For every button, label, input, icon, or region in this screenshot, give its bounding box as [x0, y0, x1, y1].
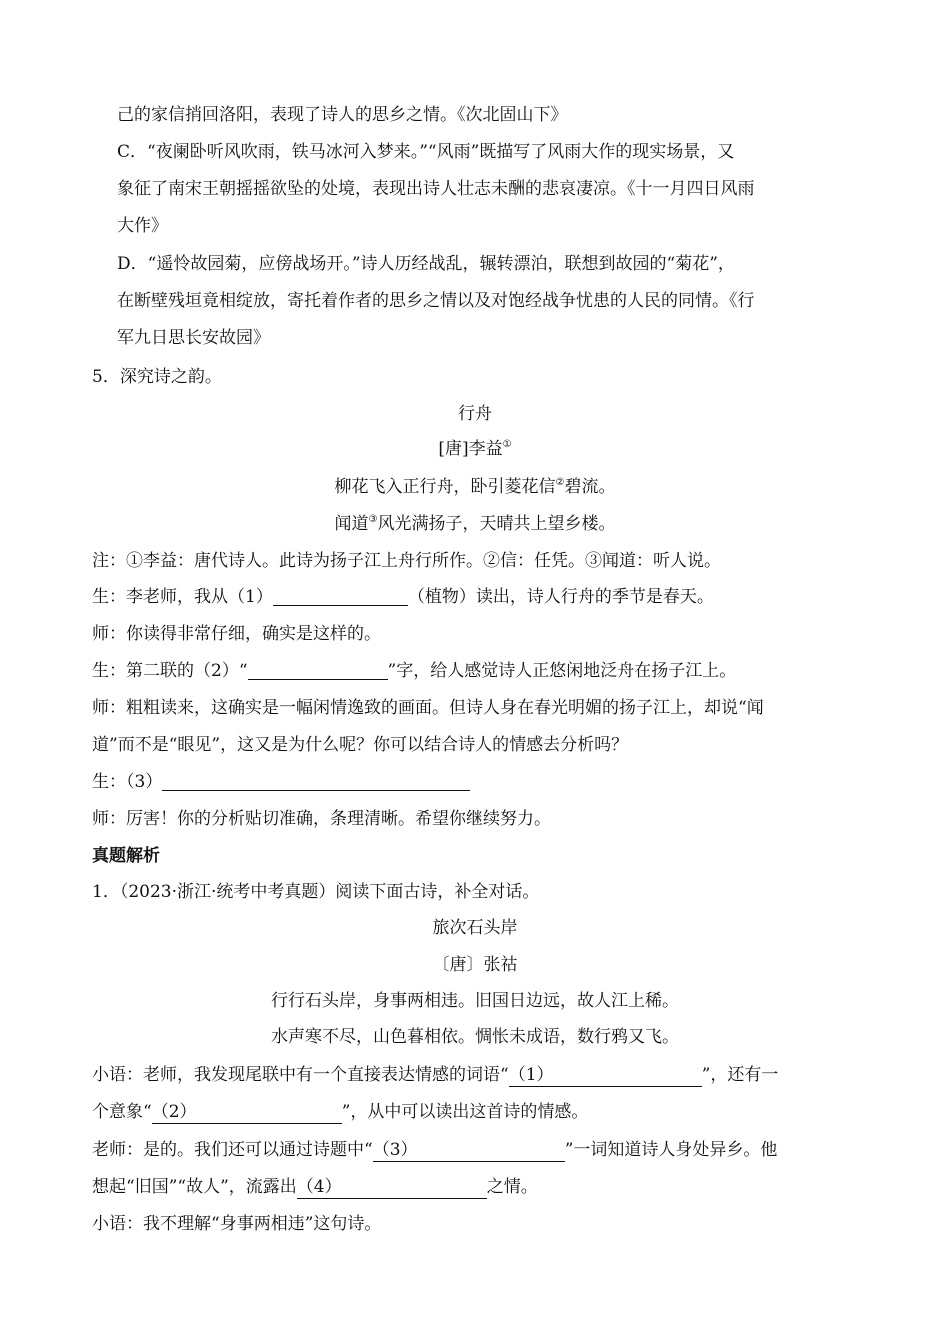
answer-blank-q1-2[interactable]: （2）	[152, 1101, 342, 1124]
answer-blank-2[interactable]	[248, 661, 388, 680]
dialog-xiaoyu-2: 小语：我不理解“身事两相违”这句诗。	[92, 1214, 382, 1234]
dialog-teacher-q1: 老师：是的。我们还可以通过诗题中“（3） ”一词知道诗人身处异乡。他	[92, 1140, 778, 1160]
poem-line-2: 闻道③风光满扬子，天晴共上望乡楼。	[334, 514, 616, 534]
poem-title-xingzhou: 行舟	[458, 404, 492, 424]
poem-author-zhanghu: 〔唐〕张祜	[432, 955, 518, 975]
dialog-teacher-3: 师：厉害！你的分析贴切准确，条理清晰。希望你继续努力。	[92, 809, 551, 829]
dialog-teacher-2-line-1: 师：粗粗读来，这确实是一幅闲情逸致的画面。但诗人身在春光明媚的扬子江上，却说“闻	[92, 698, 764, 718]
poem2-line-2: 水声寒不尽，山色暮相依。惆怅未成语，数行鸦又飞。	[271, 1027, 679, 1047]
question-5-heading: 5．深究诗之韵。	[92, 367, 222, 387]
dialog-teacher-q1-cont: 想起“旧国”“故人”，流露出（4） 之情。	[92, 1177, 538, 1197]
answer-blank-q1-1[interactable]: （1）	[509, 1064, 702, 1087]
poem2-line-1: 行行石头岸，身事两相违。旧国日边远，故人江上稀。	[271, 991, 679, 1011]
dialog-student-3: 生：（3）	[92, 771, 470, 793]
poem-author-liyi: [唐]李益①	[438, 439, 512, 459]
dialog-teacher-2-line-2: 道”而不是“眼见”，这又是为什么呢？你可以结合诗人的情感去分析吗？	[92, 735, 629, 755]
dialog-xiaoyu-1: 小语：老师，我发现尾联中有一个直接表达情感的词语“（1） ”，还有一	[92, 1065, 779, 1085]
option-c-line-3: 大作》	[117, 216, 168, 236]
answer-blank-q1-3[interactable]: （3）	[373, 1139, 565, 1162]
option-d-line-3: 军九日思长安故园》	[117, 328, 270, 348]
option-d-line-2: 在断壁残垣竟相绽放，寄托着作者的思乡之情以及对饱经战争忧患的人民的同情。《行	[117, 291, 755, 311]
answer-blank-1[interactable]	[273, 587, 408, 606]
dialog-student-2: 生：第二联的（2）“ ”字，给人感觉诗人正悠闲地泛舟在扬子江上。	[92, 661, 737, 681]
poem-annotation: 注：①李益：唐代诗人。此诗为扬子江上舟行所作。②信：任凭。③闻道：听人说。	[92, 551, 721, 571]
option-d-line-1: D．“遥怜故园菊，应傍战场开。”诗人历经战乱，辗转漂泊，联想到故园的“菊花”，	[117, 254, 735, 274]
question-1-heading: 1．（2023·浙江·统考中考真题）阅读下面古诗，补全对话。	[92, 882, 540, 902]
dialog-student-1: 生：李老师，我从（1） （植物）读出，诗人行舟的季节是春天。	[92, 587, 714, 607]
poem-line-1: 柳花飞入正行舟，卧引菱花信②碧流。	[334, 477, 616, 497]
poem-title-lvci: 旅次石头岸	[432, 918, 518, 938]
dialog-teacher-1: 师：你读得非常仔细，确实是这样的。	[92, 624, 381, 644]
option-c-line-2: 象征了南宋王朝摇摇欲坠的处境，表现出诗人壮志未酬的悲哀凄凉。《十一月四日风雨	[117, 179, 755, 199]
answer-blank-3[interactable]	[162, 772, 470, 791]
option-b-continuation: 己的家信捎回洛阳，表现了诗人的思乡之情。《次北固山下》	[117, 105, 568, 125]
section-title: 真题解析	[92, 846, 160, 866]
dialog-xiaoyu-1-cont: 个意象“（2） ”，从中可以读出这首诗的情感。	[92, 1102, 589, 1122]
option-c-line-1: C．“夜阑卧听风吹雨，铁马冰河入梦来。”“风雨”既描写了风雨大作的现实场景，又	[117, 142, 735, 162]
answer-blank-q1-4[interactable]: （4）	[297, 1176, 487, 1199]
